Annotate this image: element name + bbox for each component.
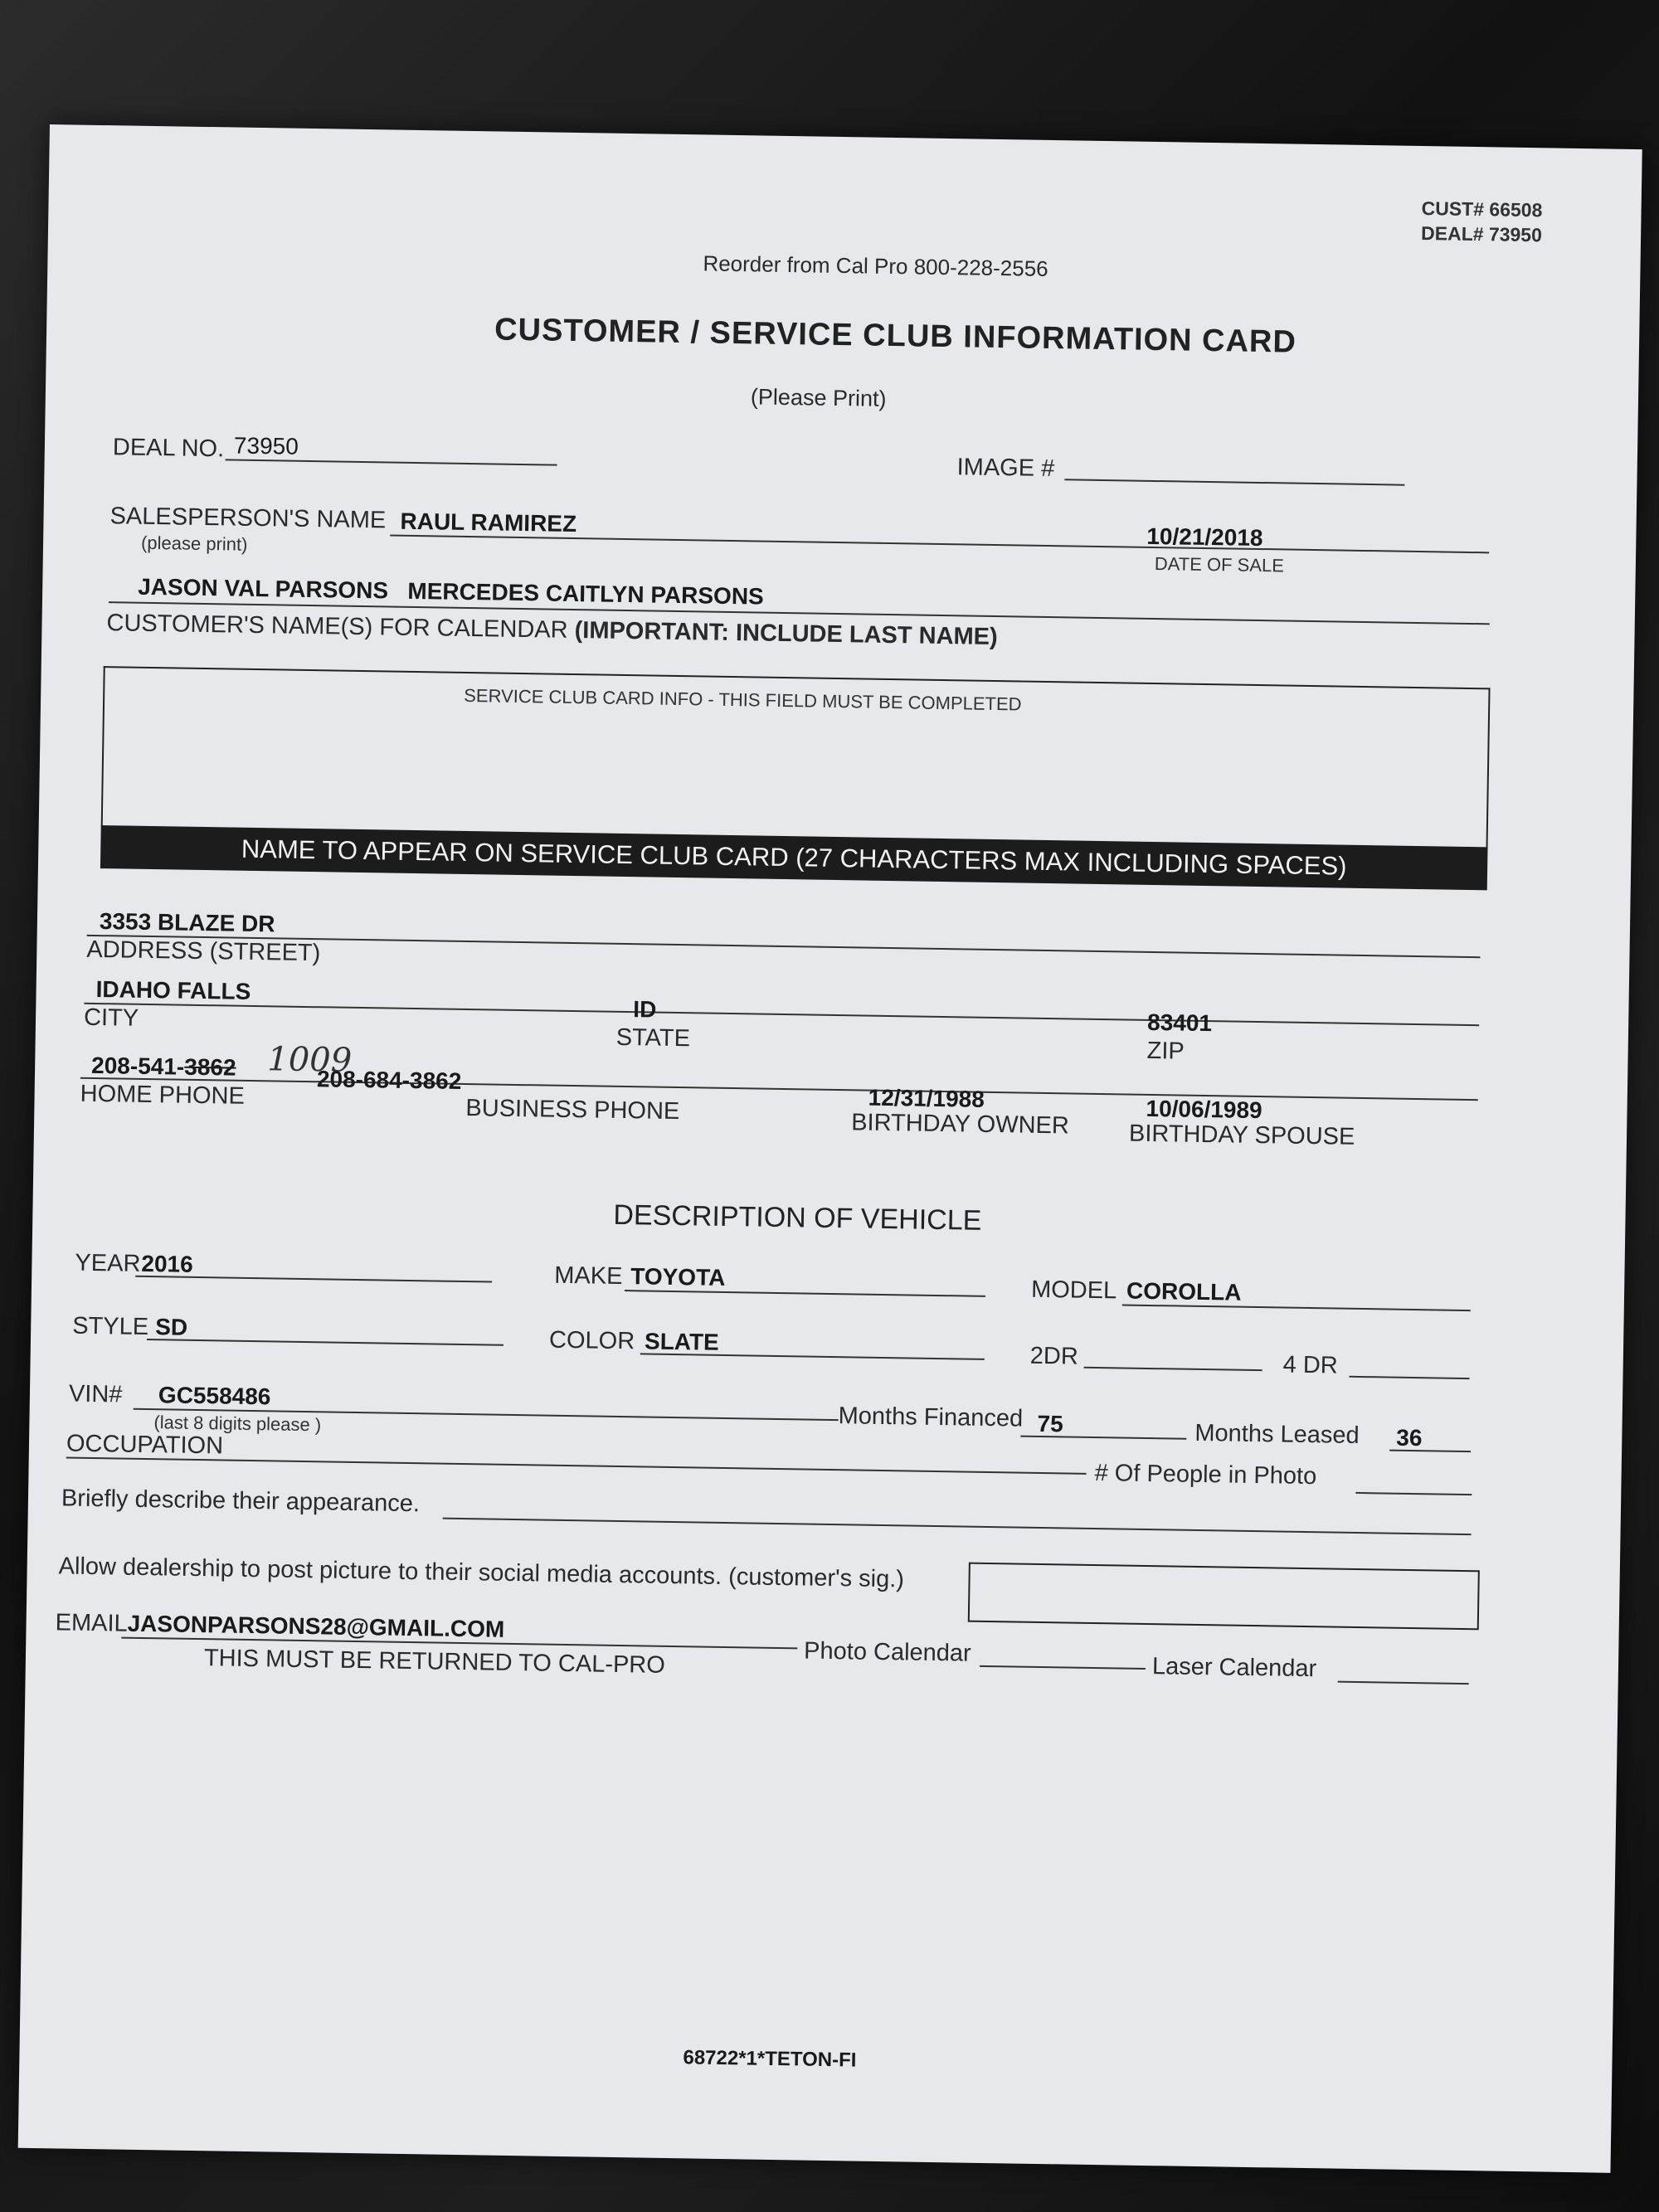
people-in-photo-label: # Of People in Photo	[1094, 1459, 1317, 1490]
appearance-label: Briefly describe their appearance.	[61, 1485, 421, 1518]
color-line	[640, 1353, 985, 1360]
months-financed-label: Months Financed	[838, 1403, 1024, 1432]
birthday-spouse-label: BIRTHDAY SPOUSE	[1128, 1120, 1355, 1150]
cust-number: 66508	[1489, 198, 1543, 221]
cust-label: CUST#	[1421, 197, 1485, 221]
address-zip: 83401	[1146, 1009, 1213, 1037]
email-value: JASONPARSONS28@GMAIL.COM	[127, 1610, 505, 1642]
address-city: IDAHO FALLS	[95, 976, 251, 1004]
phone-line	[80, 1077, 1478, 1101]
vin-hint: (last 8 digits please )	[153, 1412, 322, 1436]
occupation-label: OCCUPATION	[66, 1430, 224, 1460]
vehicle-section-title: DESCRIPTION OF VEHICLE	[613, 1198, 982, 1237]
address-state: ID	[633, 996, 657, 1023]
months-leased-label: Months Leased	[1194, 1419, 1360, 1449]
business-phone-label: BUSINESS PHONE	[465, 1095, 680, 1125]
occupation-line	[66, 1457, 1087, 1475]
style-line	[147, 1339, 504, 1346]
deal-no-value: 73950	[233, 432, 299, 459]
laser-calendar-line	[1338, 1681, 1469, 1685]
style-label: STYLE	[71, 1312, 149, 1341]
footer-code: 68722*1*TETON-FI	[683, 2046, 857, 2072]
business-phone: 208-684-3862	[316, 1066, 462, 1094]
address-city-line	[84, 1003, 1479, 1026]
reorder-note: Reorder from Cal Pro 800-228-2556	[703, 250, 1048, 281]
date-of-sale-label: DATE OF SALE	[1154, 552, 1285, 576]
deal-number: 73950	[1488, 223, 1543, 246]
deal-label: DEAL#	[1420, 221, 1484, 246]
months-leased-line	[1389, 1450, 1471, 1453]
year-value: 2016	[141, 1250, 193, 1277]
address-zip-label: ZIP	[1146, 1037, 1185, 1065]
vin-label: VIN#	[68, 1380, 123, 1408]
salesperson-hint: (please print)	[140, 532, 248, 555]
form-subtitle: (Please Print)	[750, 384, 887, 411]
months-financed-line	[1020, 1436, 1186, 1440]
home-phone-handwritten: 1009	[266, 1040, 353, 1080]
model-value: COROLLA	[1126, 1277, 1242, 1305]
color-label: COLOR	[548, 1326, 635, 1355]
address-street-label: ADDRESS (STREET)	[86, 936, 321, 967]
address-city-label: CITY	[83, 1004, 139, 1032]
appearance-line	[443, 1518, 1472, 1535]
make-line	[625, 1290, 985, 1297]
photo-calendar-label: Photo Calendar	[803, 1637, 971, 1667]
birthday-spouse: 10/06/1989	[1146, 1095, 1262, 1124]
home-phone-prefix: 208-541-	[90, 1052, 185, 1080]
people-in-photo-line	[1355, 1492, 1472, 1495]
social-media-label: Allow dealership to post picture to their social media accounts. (customer's sig.)	[58, 1553, 905, 1593]
vin-value: GC558486	[158, 1382, 271, 1410]
months-leased-value: 36	[1396, 1424, 1423, 1451]
color-value: SLATE	[644, 1328, 719, 1355]
model-line	[1122, 1304, 1471, 1311]
make-value: TOYOTA	[630, 1263, 726, 1291]
form-paper	[18, 124, 1642, 2173]
customer-names: JASON VAL PARSONS MERCEDES CAITLYN PARSONS	[138, 573, 764, 610]
customer-names-label-text: CUSTOMER'S NAME(S) FOR CALENDAR	[106, 610, 568, 644]
salesperson-line	[390, 535, 1489, 554]
deal-no-line	[226, 459, 557, 465]
photo-calendar-line	[980, 1665, 1146, 1670]
style-value: SD	[155, 1314, 188, 1340]
birthday-owner: 12/31/1988	[868, 1084, 985, 1112]
cust-number-line	[1421, 197, 1542, 221]
service-club-info: SERVICE CLUB CARD INFO - THIS FIELD MUST BE COMPLETED	[464, 684, 1022, 715]
birthday-owner-label: BIRTHDAY OWNER	[850, 1109, 1070, 1140]
laser-calendar-label: Laser Calendar	[1151, 1653, 1317, 1683]
customer-names-label	[106, 610, 998, 651]
two-door-line	[1084, 1367, 1262, 1371]
four-door-label: 4 DR	[1282, 1351, 1339, 1379]
service-club-name-bar: NAME TO APPEAR ON SERVICE CLUB CARD (27 CHARACTERS MAX INCLUDING SPACES)	[100, 825, 1488, 890]
year-label: YEAR	[75, 1249, 141, 1277]
salesperson-label: SALESPERSON'S NAME	[109, 503, 387, 534]
address-state-label: STATE	[615, 1023, 691, 1053]
make-label: MAKE	[554, 1262, 623, 1291]
email-label: EMAIL	[55, 1609, 128, 1637]
image-number-line	[1064, 479, 1404, 485]
date-of-sale: 10/21/2018	[1146, 523, 1263, 552]
customer-signature-box[interactable]	[968, 1563, 1480, 1631]
four-door-line	[1349, 1376, 1469, 1379]
months-financed-value: 75	[1037, 1410, 1063, 1437]
salesperson-name: RAUL RAMIREZ	[400, 508, 577, 537]
two-door-label: 2DR	[1029, 1342, 1079, 1370]
home-phone-struck: 3862	[184, 1053, 236, 1081]
image-number-label: IMAGE #	[956, 454, 1055, 483]
year-line	[135, 1276, 492, 1283]
deal-no-label: DEAL NO.	[112, 434, 225, 463]
home-phone-label: HOME PHONE	[80, 1080, 246, 1110]
return-note: THIS MUST BE RETURNED TO CAL-PRO	[203, 1645, 666, 1679]
customer-names-label-important: (IMPORTANT: INCLUDE LAST NAME)	[574, 617, 998, 651]
address-street: 3353 BLAZE DR	[99, 908, 275, 937]
form-title: CUSTOMER / SERVICE CLUB INFORMATION CARD	[494, 312, 1297, 360]
model-label: MODEL	[1030, 1276, 1117, 1305]
deal-number-line	[1421, 222, 1542, 246]
